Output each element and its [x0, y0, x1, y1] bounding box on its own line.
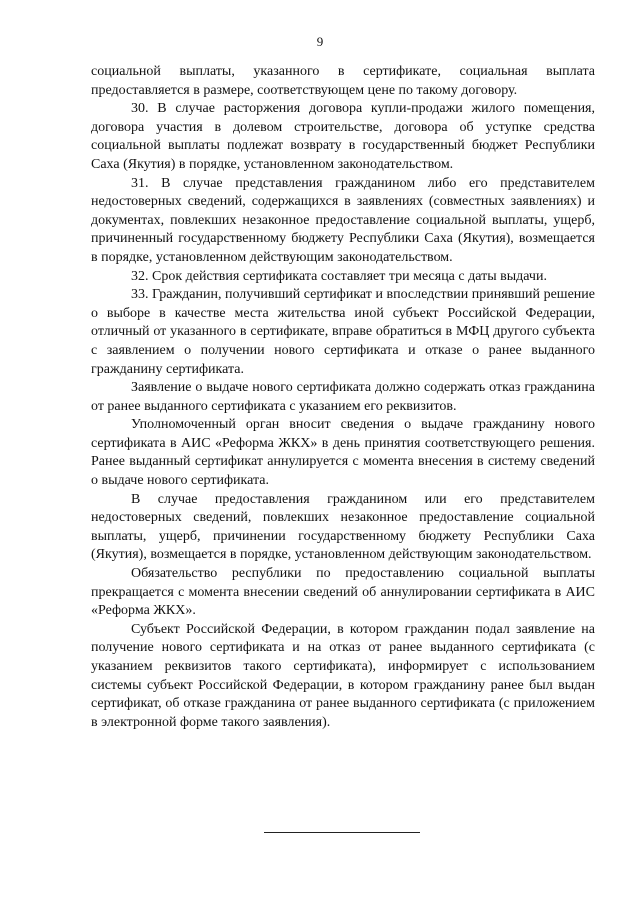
paragraph-authorized-body: Уполномоченный орган вносит сведения о выдаче гражданину нового сертификата в АИС «Реформа ЖКХ» в день принятия соответствующего решения. Ранее выданный сертификат аннулируется с момента внесения в систему сведений о выдаче нового сертификата. — [91, 417, 595, 489]
end-of-document-line — [264, 832, 420, 833]
page-number: 9 — [316, 34, 324, 49]
paragraph-false-information: В случае предоставления гражданином или его представителем недостоверных сведений, повлекших незаконное предоставление социальной выплаты, ущерб, причинении государственному бюджету Республики Саха (Якутия), возмещается в порядке, установленном действующим законодательством. — [91, 491, 595, 563]
paragraph-subject-notification: Субъект Российской Федерации, в котором гражданин подал заявление на получение нового сертификата и на отказ от ранее выданного сертификата (с указанием реквизитов такого сертификата), информирует с использованием системы субъект Российской Федерации, в котором гражданину ранее был выдан сертификат, об отказе гражданина от ранее выданного сертификата (с приложением в электронной форме такого заявления). — [91, 621, 595, 730]
paragraph-item-32: 32. Срок действия сертификата составляет три месяца с даты выдачи. — [131, 268, 547, 284]
document-body — [91, 63, 595, 732]
paragraph-continued: социальной выплаты, указанного в сертификате, социальная выплата предоставляется в размере, соответствующем цене по такому договору. — [91, 64, 595, 98]
paragraph-application-content: Заявление о выдаче нового сертификата должно содержать отказ гражданина от ранее выданного сертификата с указанием его реквизитов. — [91, 380, 595, 414]
paragraph-obligation-termination: Обязательство республики по предоставлению социальной выплаты прекращается с момента внесении сведений об аннулировании сертификата в АИС «Реформа ЖКХ». — [91, 566, 595, 619]
paragraph-item-30: 30. В случае расторжения договора купли-продажи жилого помещения, договора участия в долевом строительстве, договора об уступке средства социальной выплаты подлежат возврату в государственный бюджет Республики Саха (Якутия) в порядке, установленном законодательством. — [91, 101, 595, 172]
paragraph-item-33: 33. Гражданин, получивший сертификат и впоследствии принявший решение о выборе в качестве места жительства иной субъект Российской Федерации, отличный от указанного в сертификате, вправе обратиться в МФЦ другого субъекта с заявлением о получении нового сертификата и отказе о ранее выданного гражданину сертификата. — [91, 287, 595, 377]
paragraph-item-31: 31. В случае представления гражданином либо его представителем недостоверных сведений, содержащихся в заявлениях (совместных заявлениях) и документах, повлекших незаконное предоставление социальной выплаты, ущерб, причиненный государственному бюджету Республики Саха (Якутия), возмещается в порядке, установленном действующим законодательством. — [91, 175, 595, 265]
